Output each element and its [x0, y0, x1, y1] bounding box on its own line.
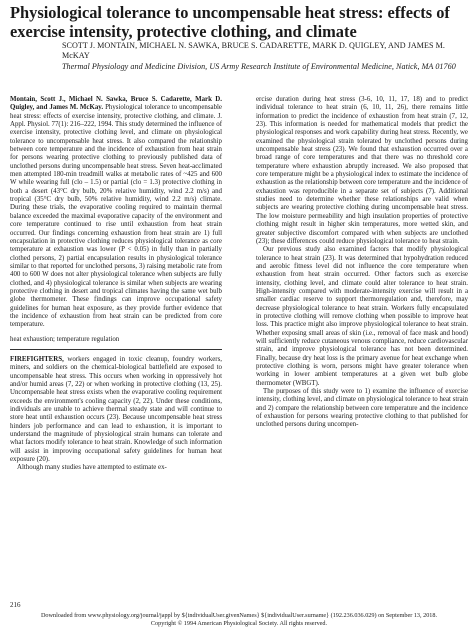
intro-paragraph-1: [10, 356, 222, 464]
keywords: heat exhaustion; temperature regulation: [10, 335, 120, 343]
body-paragraph-3: The purposes of this study were to 1) examine the influence of exercise intensity, clothing level, and climate on physiological tolerance to heat strain and 2) compare the relationship between core temperature and the incidence of exhaustion for persons wearing protective clothing to that published for unclothed persons during uncompen-: [256, 388, 468, 429]
page-number: 216: [10, 601, 21, 609]
article-title: Physiological tolerance to uncompensable heat stress: effects of exercise intensity, protective clothing, and climate: [10, 3, 450, 41]
intro-paragraph-2: Although many studies have attempted to estimate ex-: [17, 464, 167, 472]
left-column: [10, 96, 222, 473]
author-affiliation: Thermal Physiology and Medicine Division, US Army Research Institute of Environmental Medicine, Natick, MA 01760: [62, 61, 456, 71]
body-paragraph-2: Our previous study also examined factors that modify physiological tolerance to heat strain (23). It was determined that hypohydration reduced and aerobic fitness level did not influence the core temperature when exhaustion from heat strain occurred. Other factors such as exercise intensity, clothing level, and climate could alter tolerance to heat strain. High-intensity compared with moderate-intensity exercise will result in a smaller cardiac reserve to support thermoregulation and, therefore, may decrease physiological tolerance to heat strain. Workers fully encapsulated in protective clothing will remove clothing when possible to improve heat loss. This practice might also improve physiological tolerance to heat strain. Whether exposing small areas of skin (i.e., removal of face mask and hood) will sufficiently reduce cutaneous venous compliance, reduce cardiovascular strain, and improve physiological tolerance has not been determined. Finally, because dry heat loss is the primary avenue for heat exchange when protective clothing is worn, persons might have greater tolerance when working in lower ambient temperatures at a given wet bulb globe thermometer (WBGT).: [256, 246, 468, 387]
right-column: [256, 96, 468, 430]
body-paragraph-1: ercise duration during heat stress (3-6, 10, 11, 17, 18) and to predict individual tolerance to heat strain (6, 10, 11, 26), there remains little information to predict the incidence of exhaustion from heat strain (7, 12, 23). This information is needed for mathematical models that predict the physiological responses and work capability during heat stress. Recently, we examined the physiological strain tolerated by unclothed persons during uncompensable heat stress (23). We found that exhaustion occurred over a broad range of core temperatures and that there was no threshold core temperature where exhaustion abruptly increased. We also proposed that core temperature might be a physiological index to estimate the incidence of exhaustion as the relationship between core temperature and the incidence of exhaustion was reproducible in a separate set of subjects (7). Additional studies need to determine whether these relationships are valid when subjects are wearing protective clothing during uncompensable heat stress. The low moisture permeability and high insulation properties of protective clothing might result in higher skin temperatures, more wetted skin, and greater subjective discomfort compared with when subjects are unclothed (23); these differences could reduce physiological tolerance to heat strain.: [256, 96, 468, 245]
abstract-body: Physiological tolerance to uncompensable heat stress: effects of exercise intensity, protective clothing, and climate. J. Appl. Physiol. 77(1): 216–222, 1994. This study determined the influence of exercise intensity, protective clothing level, and climate on physiological tolerance to uncompensable heat stress. It also compared the relationship between core temperature and the incidence of exhaustion from heat strain for persons wearing protective clothing to previously published data of unclothed persons during uncompensable heat stress. Seven heat-acclimated men attempted 180-min treadmill walks at metabolic rates of ~425 and 600 W while wearing full (clo – 1.5) or partial (clo = 1.3) protective clothing in both a desert (43°C dry bulb, 20% relative humidity, wind 2.2 m/s) and tropical (35°C dry bulb, 50% relative humidity, wind 2.2 m/s) climate. During these trials, the evaporative cooling required to maintain thermal balance exceeded the maximal evaporative capacity of the environment and core temperature continued to rise until exhaustion from heat strain occurred. Our findings concerning exhaustion from heat strain are 1) full encapsulation in protective clothing reduces physiological tolerance as core temperature at exhaustion was lower (P < 0.05) in fully than in partially clothed persons, 2) partial encapsulation results in physiological tolerance similar to that reported for unclothed persons, 3) raising metabolic rate from 400 to 600 W does not alter physiological tolerance when subjects are fully clothed, and 4) physiological tolerance is similar when subjects are wearing protective clothing in desert and tropical climates having the same wet bulb globe thermometer. These findings can improve occupational safety guidelines for human heat exposure, as they provide further evidence that the incidence of exhaustion from heat strain can be predicted from core temperature.: [10, 104, 222, 329]
intro-text-1: workers engaged in toxic cleanup, foundry workers, miners, and soldiers on the chemical-biological battlefield are exposed to uncompensable heat stress. This occurs when working in oppressively hot and/or humid areas (7, 22) or when working in protective clothing (13, 25). Uncompensable heat stress exists when the evaporative cooling requirement exceeds the environment's cooling capacity (2, 22). Under these conditions, individuals are unable to achieve thermal steady state and will continue to store heat until exhaustion occurs (23). Because uncompensable heat stress hinders job performance and can lead to exhaustion, it is important to understand the magnitude of physiological strain humans can tolerate and what factors modify tolerance to heat strain. Knowledge of such information will assist in improving occupational safety guidelines for human heat exposure (20).: [10, 355, 222, 464]
abstract-citation-lead: Montain, Scott J., Michael N. Sawka, Bruce S. Cadarette, Mark D. Quigley, and James M. McKay.: [10, 96, 222, 112]
author-block: [62, 41, 468, 72]
download-footer: [10, 612, 468, 628]
section-divider: [10, 349, 222, 350]
intro-lead-word: FIREFIGHTERS,: [10, 355, 64, 363]
download-notice: Downloaded from www.physiology.org/journal/jappl by ${individualUser.givenNames} ${individualUser.surname} (192.236.036.029) on September 13, 2018.: [40, 612, 438, 619]
author-list: SCOTT J. MONTAIN, MICHAEL N. SAWKA, BRUCE S. CADARETTE, MARK D. QUIGLEY, AND JAMES M. McKAY: [62, 41, 445, 61]
abstract: [10, 96, 222, 330]
copyright-notice: Copyright © 1994 American Physiological Society. All rights reserved.: [150, 620, 328, 627]
